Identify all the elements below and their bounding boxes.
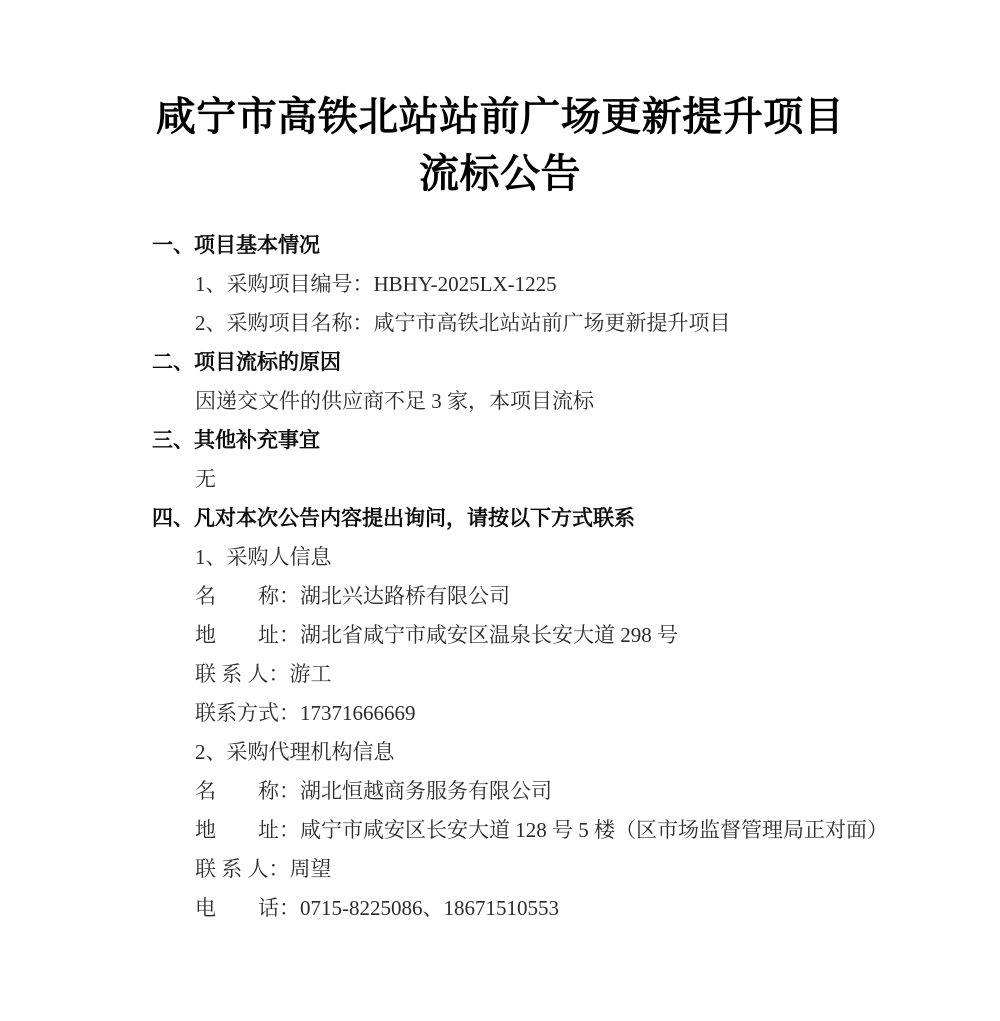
line-agency-info-title: 2、采购代理机构信息 bbox=[195, 740, 395, 764]
line-purchaser-info-title: 1、采购人信息 bbox=[195, 545, 332, 569]
line-agency-name: 名 称：湖北恒越商务服务有限公司 bbox=[195, 779, 552, 803]
document-body bbox=[0, 226, 1000, 928]
line-purchaser-address: 地 址：湖北省咸宁市咸安区温泉长安大道 298 号 bbox=[195, 623, 678, 647]
line-project-name: 2、采购项目名称：咸宁市高铁北站站前广场更新提升项目 bbox=[195, 311, 731, 335]
line-project-number: 1、采购项目编号：HBHY-2025LX-1225 bbox=[195, 272, 557, 296]
document-title bbox=[0, 0, 1000, 202]
line-failure-reason: 因递交文件的供应商不足 3 家，本项目流标 bbox=[195, 389, 594, 413]
line-purchaser-phone: 联系方式：17371666669 bbox=[195, 701, 416, 725]
line-agency-address: 地 址：咸宁市咸安区长安大道 128 号 5 楼（区市场监督管理局正对面） bbox=[195, 818, 888, 842]
section-2-heading: 二、项目流标的原因 bbox=[152, 350, 341, 374]
section-1-heading: 一、项目基本情况 bbox=[152, 233, 320, 257]
section-3-heading: 三、其他补充事宜 bbox=[152, 428, 320, 452]
document-title-line2: 流标公告 bbox=[419, 151, 581, 196]
line-purchaser-name: 名 称：湖北兴达路桥有限公司 bbox=[195, 584, 510, 608]
line-purchaser-contact: 联 系 人：游工 bbox=[195, 662, 332, 686]
line-agency-phone: 电 话：0715-8225086、18671510553 bbox=[195, 896, 559, 920]
line-supplementary-none: 无 bbox=[195, 467, 216, 491]
line-agency-contact: 联 系 人：周望 bbox=[195, 857, 332, 881]
section-4-heading: 四、凡对本次公告内容提出询问，请按以下方式联系 bbox=[152, 506, 635, 530]
document-title-line1: 咸宁市高铁北站站前广场更新提升项目 bbox=[155, 94, 845, 139]
